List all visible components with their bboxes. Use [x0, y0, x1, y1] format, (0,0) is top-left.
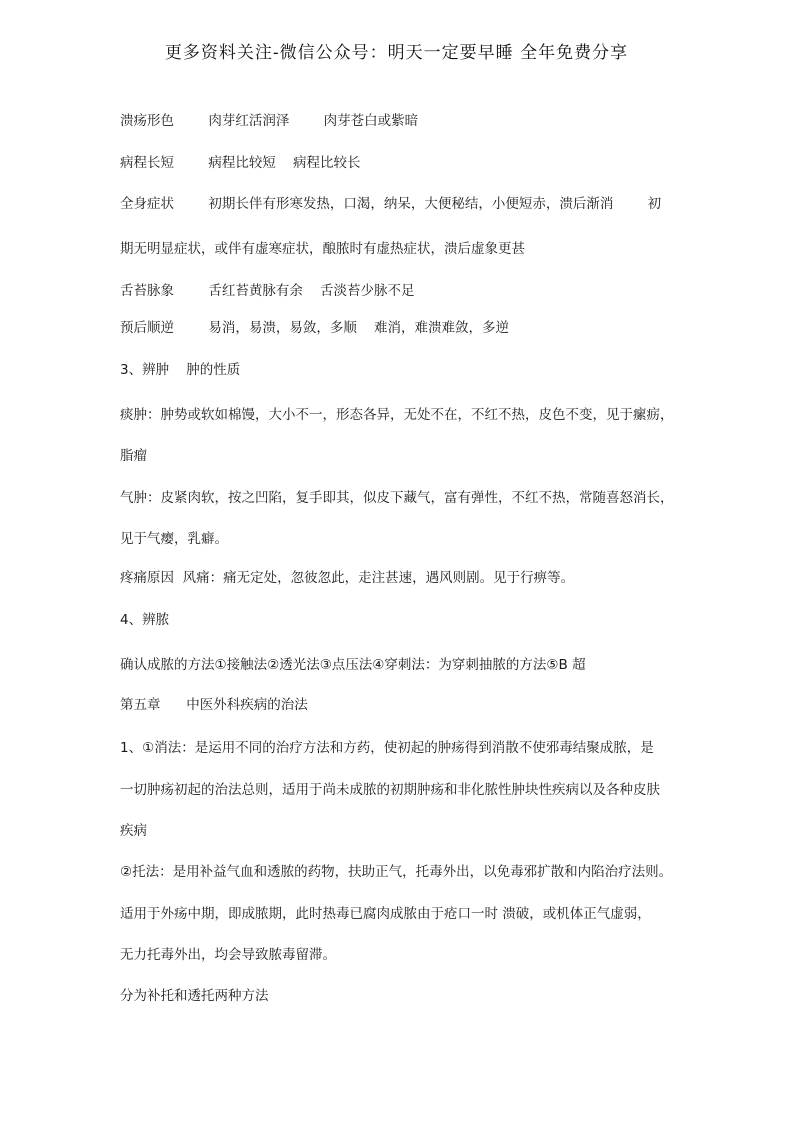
section-heading: 3、辨肿 肿的性质 — [120, 362, 241, 378]
text-line: 预后顺逆 易消，易溃，易敛，多顺 难消，难溃难敛，多逆 — [120, 320, 509, 336]
text-line: 见于气瘿，乳癖。 — [120, 531, 228, 547]
text-line: 全身症状 初期长伴有形寒发热，口渴，纳呆，大便秘结，小便短赤，溃后渐消 初 — [120, 196, 662, 212]
text-line: 1、①消法：是运用不同的治疗方法和方药，使初起的肿疡得到消散不使邪毒结聚成脓，是 — [120, 740, 654, 756]
text-line: 脂瘤 — [120, 448, 147, 464]
text-line: 适用于外疡中期，即成脓期，此时热毒已腐肉成脓由于疮口一时 溃破，或机体正气虚弱， — [120, 906, 651, 922]
text-line: 溃疡形色 肉芽红活润泽 肉芽苍白或紫暗 — [120, 113, 419, 129]
text-line: 确认成脓的方法①接触法②透光法③点压法④穿刺法：为穿刺抽脓的方法⑤B 超 — [120, 657, 586, 673]
section-heading: 4、辨脓 — [120, 612, 170, 628]
text-line: 期无明显症状，或伴有虚寒症状，酿脓时有虚热症状，溃后虚象更甚 — [120, 241, 525, 257]
text-line: ②托法：是用补益气血和透脓的药物，扶助正气，托毒外出，以免毒邪扩散和内陷治疗法则。 — [120, 864, 673, 880]
chapter-heading: 第五章 中医外科疾病的治法 — [120, 697, 308, 713]
text-line: 气肿：皮紧肉软，按之凹陷，复手即其，似皮下藏气，富有弹性，不红不热，常随喜怒消长， — [120, 490, 674, 506]
text-line: 痰肿：肿势或软如棉馒，大小不一，形态各异，无处不在，不红不热，皮色不变，见于瘰疬， — [120, 407, 674, 423]
text-line: 舌苔脉象 舌红苔黄脉有余 舌淡苔少脉不足 — [120, 283, 415, 299]
text-line: 疾病 — [120, 823, 147, 839]
text-line: 分为补托和透托两种方法 — [120, 988, 269, 1004]
page-header: 更多资料关注-微信公众号：明天一定要早睡 全年免费分享 — [164, 43, 629, 63]
text-line: 病程长短 病程比较短 病程比较长 — [120, 155, 361, 171]
text-line: 无力托毒外出，均会导致脓毒留滞。 — [120, 947, 336, 963]
text-line: 疼痛原因 风痛：痛无定处，忽彼忽此，走注甚速，遇风则剧。见于行痹等。 — [120, 570, 575, 586]
text-line: 一切肿疡初起的治法总则，适用于尚未成脓的初期肿疡和非化脓性肿块性疾病以及各种皮肤 — [120, 782, 660, 798]
